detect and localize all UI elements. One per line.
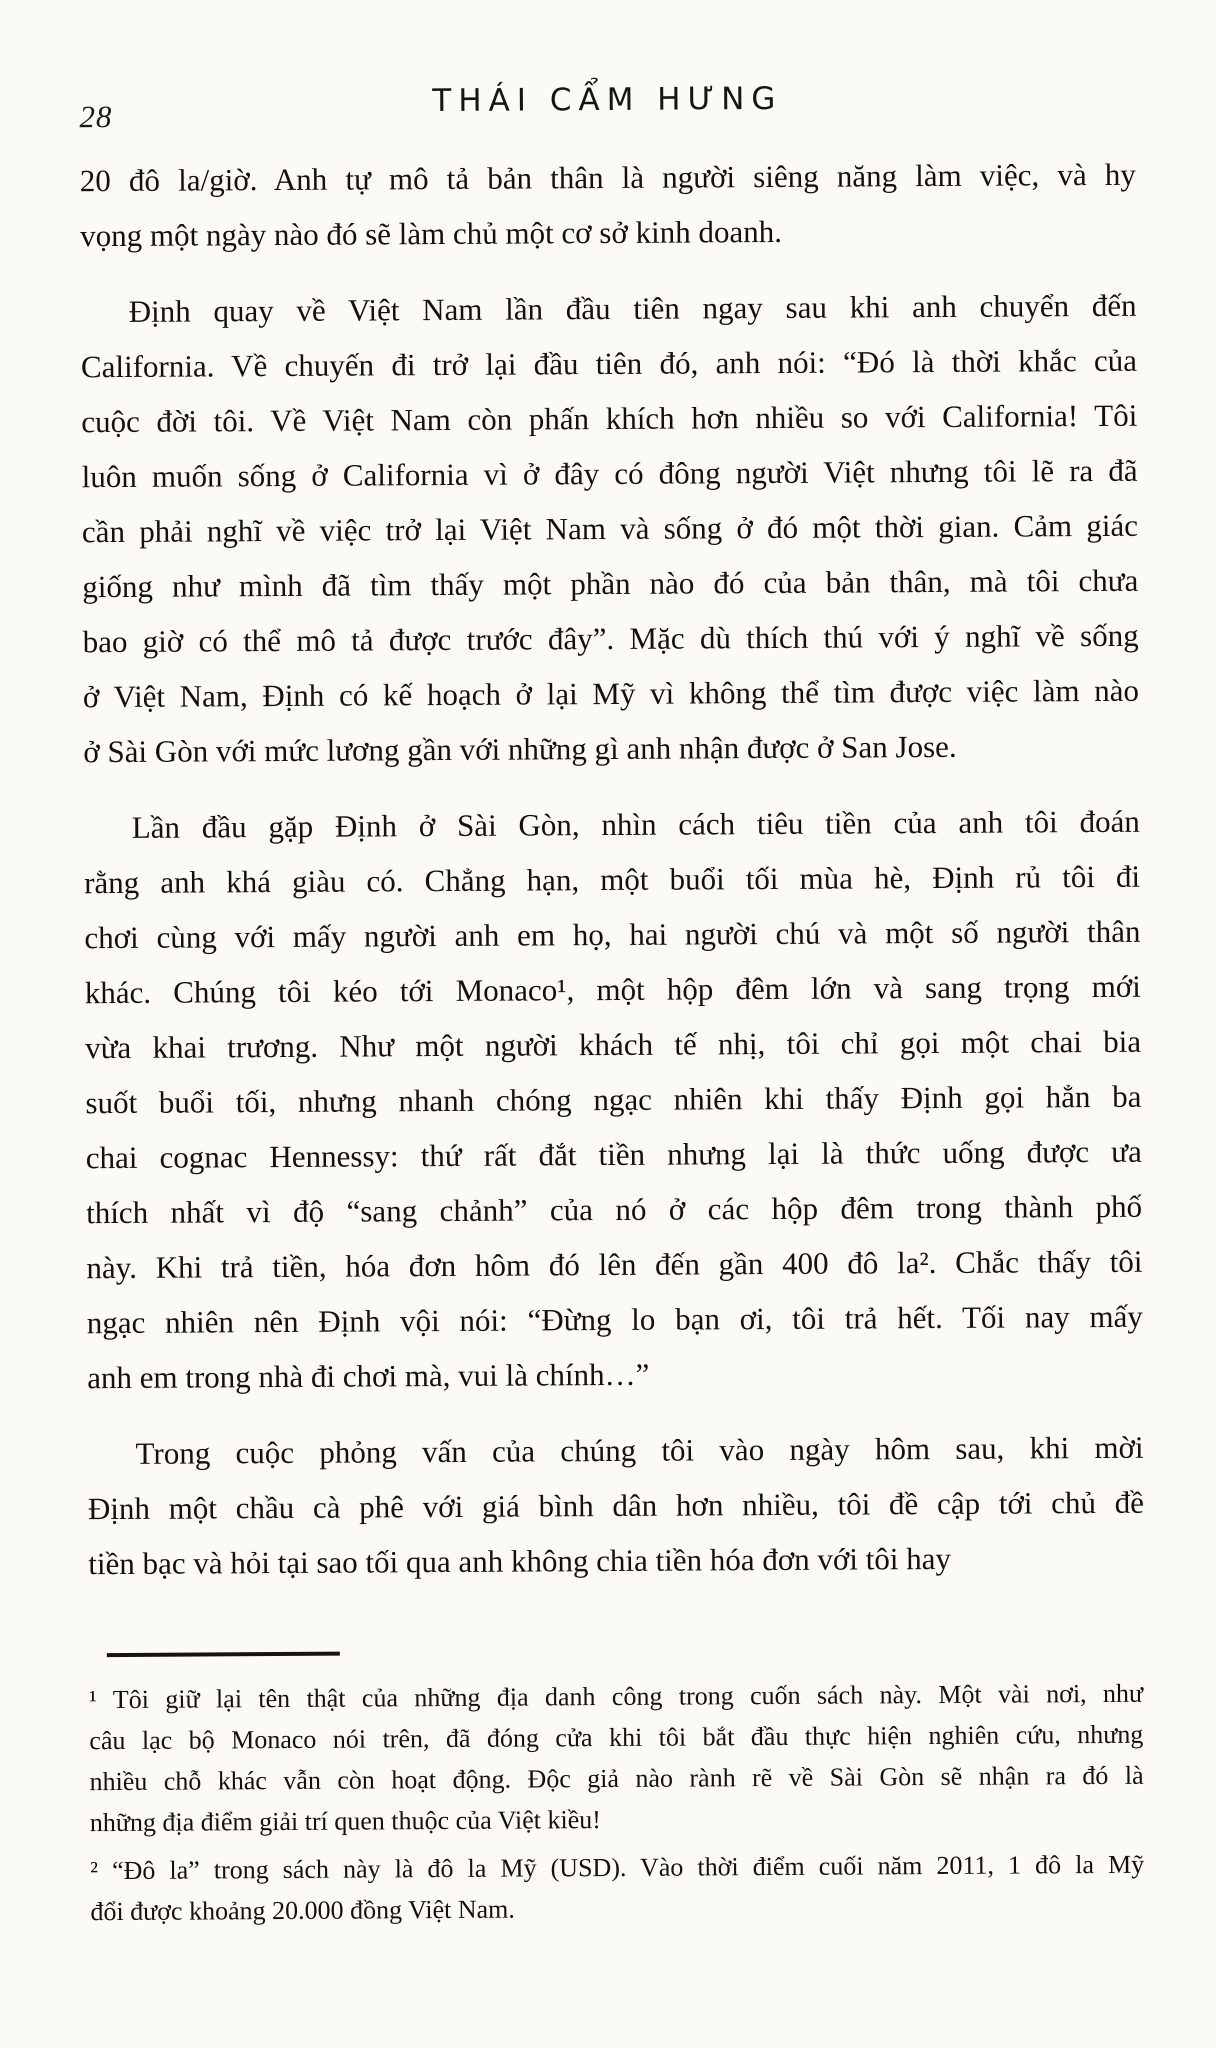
text-line: bao giờ có thể mô tả được trước đây”. Mặc dù thích thú với ý nghĩ về sống — [82, 617, 1139, 660]
text-line: này. Khi trả tiền, hóa đơn hôm đó lên đến gần 400 đô la². Chắc thấy tôi — [86, 1243, 1143, 1286]
text-line: ở Việt Nam, Định có kế hoạch ở lại Mỹ vì không thể tìm được việc làm nào — [82, 672, 1140, 715]
text-line: 20 đô la/giờ. Anh tự mô tả bản thân là người siêng năng làm việc, và hy — [79, 156, 1136, 199]
text-line: cuộc đời tôi. Về Việt Nam còn phấn khích hơn nhiều so với California! Tôi — [81, 397, 1138, 440]
text-line: ¹ Tôi giữ lại tên thật của những địa danh công trong cuốn sách này. Một vài nơi, như — [89, 1678, 1144, 1715]
running-header: THÁI CẨM HƯNG — [432, 80, 783, 120]
paragraph — [87, 1420, 1144, 1591]
text-line: suốt buổi tối, nhưng nhanh chóng ngạc nhiên khi thấy Định gọi hẳn ba — [85, 1078, 1142, 1121]
footnote-divider — [107, 1652, 340, 1657]
text-line: chơi cùng với mấy người anh em họ, hai người chú và một số người thân — [84, 913, 1141, 956]
text-line: Định một chầu cà phê với giá bình dân hơn nhiều, tôi đề cập tới chủ đề — [87, 1484, 1145, 1527]
footnote — [89, 1673, 1144, 1843]
page-header — [79, 79, 1135, 135]
text-line: cần phải nghĩ về việc trở lại Việt Nam và sống ở đó một thời gian. Cảm giác — [81, 507, 1139, 550]
text-line: Lần đầu gặp Định ở Sài Gòn, nhìn cách tiêu tiền của anh tôi đoán — [131, 803, 1140, 845]
text-line: luôn muốn sống ở California vì ở đây có đông người Việt nhưng tôi lẽ ra đã — [81, 452, 1138, 495]
text-line: thích nhất vì độ “sang chảnh” của nó ở các hộp đêm trong thành phố — [86, 1188, 1143, 1231]
text-line: rằng anh khá giàu có. Chẳng hạn, một buổi tối mùa hè, Định rủ tôi đi — [84, 858, 1141, 901]
text-line: đổi được khoảng 20.000 đồng Việt Nam. — [90, 1894, 515, 1927]
text-line: vọng một ngày nào đó sẽ làm chủ một cơ sở kinh doanh. — [80, 213, 783, 254]
text-line: giống như mình đã tìm thấy một phần nào đó của bản thân, mà tôi chưa — [82, 562, 1139, 605]
paragraph — [80, 278, 1139, 779]
footnotes-section — [89, 1673, 1145, 1932]
text-line: ở Sài Gòn với mức lương gần với những gì anh nhận được ở San Jose. — [83, 728, 957, 770]
footnote — [90, 1844, 1144, 1932]
text-line: ² “Đô la” trong sách này là đô la Mỹ (USD). Vào thời điểm cuối năm 2011, 1 đô la Mỹ — [90, 1849, 1145, 1886]
text-line: những địa điểm giải trí quen thuộc của Việt kiều! — [89, 1805, 601, 1838]
paragraph — [84, 794, 1144, 1405]
text-line: tiền bạc và hỏi tại sao tối qua anh không chia tiền hóa đơn với tôi hay — [88, 1540, 952, 1582]
text-line: câu lạc bộ Monaco nói trên, đã đóng cửa khi tôi bắt đầu thực hiện nghiên cứu, nhưng — [89, 1719, 1144, 1756]
page-number: 28 — [79, 99, 113, 135]
text-line: Định quay về Việt Nam lần đầu tiên ngay sau khi anh chuyển đến — [128, 287, 1137, 329]
text-line: chai cognac Hennessy: thứ rất đắt tiền nhưng lại là thức uống được ưa — [85, 1133, 1142, 1176]
paragraph — [80, 147, 1137, 263]
text-line: ngạc nhiên nên Định vội nói: “Đừng lo bạn ơi, tôi trả hết. Tối nay mấy — [86, 1298, 1143, 1341]
text-line: vừa khai trương. Như một người khách tế nhị, tôi chỉ gọi một chai bia — [85, 1023, 1142, 1066]
body-text — [80, 147, 1145, 1591]
text-line: anh em trong nhà đi chơi mà, vui là chính…” — [87, 1356, 650, 1396]
text-line: khác. Chúng tôi kéo tới Monaco¹, một hộp đêm lớn và sang trọng mới — [84, 968, 1141, 1011]
text-line: Trong cuộc phỏng vấn của chúng tôi vào ngày hôm sau, khi mời — [135, 1429, 1144, 1471]
text-line: California. Về chuyến đi trở lại đầu tiên đó, anh nói: “Đó là thời khắc của — [80, 342, 1138, 385]
text-line: nhiều chỗ khác vẫn còn hoạt động. Độc giả nào rành rẽ về Sài Gòn sẽ nhận ra đó là — [89, 1760, 1144, 1797]
